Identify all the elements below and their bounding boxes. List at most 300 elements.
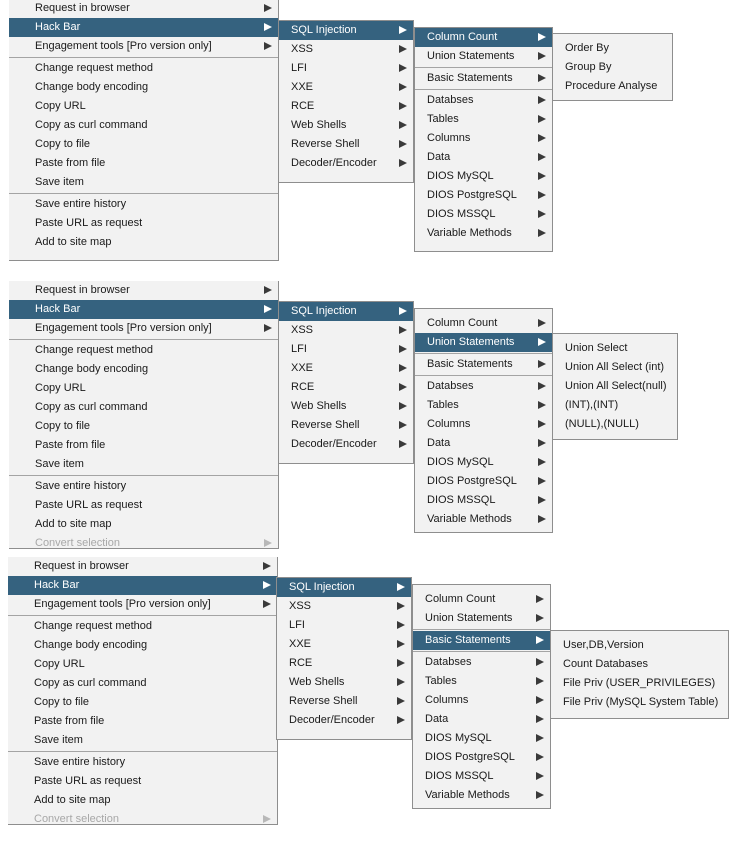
menu-item-label: Copy as curl command bbox=[35, 401, 148, 413]
submenu-arrow-icon bbox=[536, 696, 544, 704]
submenu-arrow-icon bbox=[538, 52, 546, 60]
submenu-arrow-icon bbox=[264, 305, 272, 313]
menu-item-label: Change request method bbox=[35, 344, 154, 356]
menu-item-copy-to-file[interactable] bbox=[8, 693, 277, 712]
menu-item-label: Tables bbox=[425, 675, 457, 687]
submenu-arrow-icon bbox=[538, 401, 546, 409]
submenu-arrow-icon bbox=[399, 121, 407, 129]
menu-item-column-count[interactable] bbox=[415, 28, 552, 47]
menu-item-label: Data bbox=[427, 437, 451, 449]
menu-item-label: DIOS PostgreSQL bbox=[427, 189, 517, 201]
menu-item-data[interactable] bbox=[415, 148, 552, 167]
menu-item-dios-mysql[interactable] bbox=[415, 453, 552, 472]
menu-item-file-priv-user-privileges[interactable] bbox=[551, 674, 728, 693]
menu-item-engagement-tools[interactable] bbox=[9, 319, 278, 338]
menu-item-label: Basic Statements bbox=[427, 72, 513, 84]
menu-item-sql-injection[interactable] bbox=[277, 578, 411, 597]
menu-item-label: Paste from file bbox=[34, 715, 105, 727]
submenu-arrow-icon bbox=[538, 33, 546, 41]
submenu-arrow-icon bbox=[538, 115, 546, 123]
menu-item-paste-from-file[interactable] bbox=[8, 712, 277, 731]
menu-item-dios-postgresql[interactable] bbox=[413, 748, 550, 767]
menu-item-label: Columns bbox=[425, 694, 469, 706]
menu-item-label: Save item bbox=[35, 176, 84, 188]
menu-item-label: Databses bbox=[427, 380, 474, 392]
menu-item-label: Add to site map bbox=[35, 236, 112, 248]
menu-item-xss[interactable] bbox=[279, 321, 413, 340]
menu-item-label: SQL Injection bbox=[291, 24, 357, 36]
menu-item-copy-to-file[interactable] bbox=[9, 417, 278, 436]
menu-item-rce[interactable] bbox=[277, 654, 411, 673]
menu-item-basic-statements[interactable] bbox=[413, 631, 550, 650]
menu-item-decoder-encoder[interactable] bbox=[279, 435, 413, 454]
submenu-arrow-icon bbox=[397, 621, 405, 629]
menu-item-rce[interactable] bbox=[279, 97, 413, 116]
menu-item-label: Add to site map bbox=[35, 518, 112, 530]
submenu-arrow-icon bbox=[397, 716, 405, 724]
submenu-arrow-icon bbox=[538, 439, 546, 447]
menu-item-data[interactable] bbox=[413, 710, 550, 729]
menu-item-column-count[interactable] bbox=[415, 314, 552, 333]
menu-item-copy-url[interactable] bbox=[9, 379, 278, 398]
submenu-arrow-icon bbox=[399, 421, 407, 429]
menu-item-label: (INT),(INT) bbox=[565, 399, 619, 411]
menu-item-label: Web Shells bbox=[291, 119, 347, 131]
main-context-menu bbox=[9, 281, 279, 549]
main-context-menu bbox=[9, 0, 279, 261]
menu-item-tables[interactable] bbox=[415, 110, 552, 129]
submenu-arrow-icon bbox=[538, 74, 546, 82]
menu-item-label: Paste URL as request bbox=[35, 217, 143, 229]
submenu-arrow-icon bbox=[399, 159, 407, 167]
menu-item-xxe[interactable] bbox=[279, 78, 413, 97]
menu-item-columns[interactable] bbox=[415, 129, 552, 148]
menu-item-sql-injection[interactable] bbox=[279, 302, 413, 321]
menu-item-label: SQL Injection bbox=[289, 581, 355, 593]
menu-item-sql-injection[interactable] bbox=[279, 21, 413, 40]
menu-item-label: Change body encoding bbox=[34, 639, 148, 651]
submenu-arrow-icon bbox=[264, 42, 272, 50]
submenu-arrow-icon bbox=[538, 210, 546, 218]
menu-item-lfi[interactable] bbox=[279, 340, 413, 359]
menu-item-databses[interactable] bbox=[415, 377, 552, 396]
menu-item-count-databases[interactable] bbox=[551, 655, 728, 674]
menu-item-label: LFI bbox=[289, 619, 305, 631]
submenu-arrow-icon bbox=[399, 45, 407, 53]
menu-item-union-all-select-int[interactable] bbox=[553, 358, 677, 377]
menu-item-change-request-method[interactable] bbox=[8, 617, 277, 636]
menu-item-label: LFI bbox=[291, 343, 307, 355]
menu-item-label: XSS bbox=[289, 600, 312, 612]
menu-item-label: Tables bbox=[427, 113, 459, 125]
menu-item-hack-bar[interactable] bbox=[8, 576, 277, 595]
menu-item-label: Save item bbox=[35, 458, 84, 470]
submenu-arrow-icon bbox=[399, 402, 407, 410]
menu-item-save-item[interactable] bbox=[8, 731, 277, 750]
menu-item-data[interactable] bbox=[415, 434, 552, 453]
menu-item-file-priv-mysql-system-table[interactable] bbox=[551, 693, 728, 712]
menu-item-engagement-tools[interactable] bbox=[9, 37, 278, 56]
menu-item-column-count[interactable] bbox=[413, 590, 550, 609]
menu-item-label: Decoder/Encoder bbox=[291, 157, 377, 169]
menu-item-dios-mssql[interactable] bbox=[413, 767, 550, 786]
menu-item-label: Basic Statements bbox=[427, 358, 513, 370]
menu-item-request-in-browser[interactable] bbox=[8, 557, 277, 576]
menu-item-copy-to-file[interactable] bbox=[9, 135, 278, 154]
menu-item-label: File Priv (MySQL System Table) bbox=[563, 696, 719, 708]
submenu-arrow-icon bbox=[399, 345, 407, 353]
menu-item-change-body-encoding[interactable] bbox=[9, 360, 278, 379]
menu-item-label: (NULL),(NULL) bbox=[565, 418, 639, 430]
menu-item-label: Web Shells bbox=[289, 676, 345, 688]
menu-item-engagement-tools[interactable] bbox=[8, 595, 277, 614]
menu-item-label: Convert selection bbox=[34, 813, 119, 825]
menu-item-dios-mysql[interactable] bbox=[413, 729, 550, 748]
menu-item-paste-from-file[interactable] bbox=[9, 154, 278, 173]
basic-statements-submenu bbox=[550, 630, 729, 719]
menu-item-variable-methods[interactable] bbox=[413, 786, 550, 805]
menu-item-order-by[interactable] bbox=[553, 39, 672, 58]
menu-item-databses[interactable] bbox=[415, 91, 552, 110]
menu-item-change-body-encoding[interactable] bbox=[8, 636, 277, 655]
menu-item-null-null[interactable] bbox=[553, 415, 677, 434]
menu-item-label: XXE bbox=[289, 638, 312, 650]
menu-item-reverse-shell[interactable] bbox=[279, 416, 413, 435]
menu-item-add-to-site-map[interactable] bbox=[8, 791, 277, 810]
menu-item-label: Reverse Shell bbox=[291, 419, 360, 431]
menu-item-label: Add to site map bbox=[34, 794, 111, 806]
submenu-arrow-icon bbox=[538, 134, 546, 142]
menu-item-request-in-browser[interactable] bbox=[9, 0, 278, 18]
menu-item-save-item[interactable] bbox=[9, 173, 278, 192]
menu-item-label: XSS bbox=[291, 43, 314, 55]
menu-item-union-all-select-null[interactable] bbox=[553, 377, 677, 396]
menu-item-label: Change body encoding bbox=[35, 81, 149, 93]
menu-item-dios-postgresql[interactable] bbox=[415, 472, 552, 491]
menu-item-label: XXE bbox=[291, 81, 314, 93]
menu-item-paste-url-as-request[interactable] bbox=[8, 772, 277, 791]
menu-item-label: DIOS MSSQL bbox=[425, 770, 494, 782]
submenu-arrow-icon bbox=[538, 153, 546, 161]
menu-item-label: SQL Injection bbox=[291, 305, 357, 317]
submenu-arrow-icon bbox=[538, 360, 546, 368]
menu-item-label: Union Statements bbox=[427, 50, 515, 62]
submenu-arrow-icon bbox=[399, 364, 407, 372]
menu-item-label: Column Count bbox=[427, 317, 498, 329]
submenu-arrow-icon bbox=[538, 458, 546, 466]
menu-item-label: Variable Methods bbox=[425, 789, 510, 801]
menu-item-label: XSS bbox=[291, 324, 314, 336]
menu-item-label: Decoder/Encoder bbox=[291, 438, 377, 450]
menu-item-change-body-encoding[interactable] bbox=[9, 78, 278, 97]
menu-item-paste-from-file[interactable] bbox=[9, 436, 278, 455]
submenu-arrow-icon bbox=[264, 286, 272, 294]
menu-separator bbox=[9, 193, 278, 194]
submenu-arrow-icon bbox=[399, 383, 407, 391]
menu-item-label: Save item bbox=[34, 734, 83, 746]
menu-item-label: Union All Select(null) bbox=[565, 380, 667, 392]
menu-item-label: Hack Bar bbox=[35, 21, 81, 33]
main-context-menu bbox=[8, 557, 278, 825]
menu-item-copy-as-curl[interactable] bbox=[9, 116, 278, 135]
menu-item-copy-url[interactable] bbox=[8, 655, 277, 674]
menu-item-label: RCE bbox=[289, 657, 313, 669]
menu-item-union-statements[interactable] bbox=[415, 333, 552, 352]
menu-item-tables[interactable] bbox=[413, 672, 550, 691]
menu-item-label: Hack Bar bbox=[34, 579, 80, 591]
submenu-arrow-icon bbox=[397, 640, 405, 648]
menu-item-copy-as-curl[interactable] bbox=[9, 398, 278, 417]
submenu-arrow-icon bbox=[399, 102, 407, 110]
menu-item-label: Data bbox=[425, 713, 449, 725]
menu-item-label: LFI bbox=[291, 62, 307, 74]
menu-item-decoder-encoder[interactable] bbox=[277, 711, 411, 730]
submenu-arrow-icon bbox=[538, 191, 546, 199]
menu-item-label: Variable Methods bbox=[427, 227, 512, 239]
menu-item-decoder-encoder[interactable] bbox=[279, 154, 413, 173]
menu-item-label: Engagement tools [Pro version only] bbox=[34, 598, 211, 610]
hack-bar-submenu bbox=[276, 577, 412, 740]
menu-item-label: Paste from file bbox=[35, 439, 106, 451]
submenu-arrow-icon bbox=[263, 815, 271, 823]
menu-item-save-entire-history[interactable] bbox=[8, 753, 277, 772]
submenu-arrow-icon bbox=[397, 602, 405, 610]
menu-item-web-shells[interactable] bbox=[279, 116, 413, 135]
menu-item-variable-methods[interactable] bbox=[415, 510, 552, 529]
menu-item-columns[interactable] bbox=[415, 415, 552, 434]
submenu-arrow-icon bbox=[538, 515, 546, 523]
submenu-arrow-icon bbox=[536, 658, 544, 666]
submenu-arrow-icon bbox=[399, 440, 407, 448]
menu-item-save-entire-history[interactable] bbox=[9, 195, 278, 214]
menu-item-web-shells[interactable] bbox=[277, 673, 411, 692]
menu-item-label: Databses bbox=[425, 656, 472, 668]
menu-item-label: Copy URL bbox=[35, 382, 86, 394]
menu-item-label: Union Statements bbox=[425, 612, 513, 624]
menu-item-basic-statements[interactable] bbox=[415, 69, 552, 88]
menu-item-xss[interactable] bbox=[279, 40, 413, 59]
submenu-arrow-icon bbox=[538, 96, 546, 104]
menu-item-label: Engagement tools [Pro version only] bbox=[35, 40, 212, 52]
menu-item-label: Hack Bar bbox=[35, 303, 81, 315]
menu-item-copy-url[interactable] bbox=[9, 97, 278, 116]
menu-item-label: Save entire history bbox=[34, 756, 126, 768]
menu-item-label: Data bbox=[427, 151, 451, 163]
menu-item-user-db-version[interactable] bbox=[551, 636, 728, 655]
menu-item-label: Save entire history bbox=[35, 480, 127, 492]
submenu-arrow-icon bbox=[397, 583, 405, 591]
menu-item-label: Save entire history bbox=[35, 198, 127, 210]
column-count-submenu bbox=[552, 33, 673, 101]
menu-item-label: User,DB,Version bbox=[563, 639, 644, 651]
menu-item-dios-mssql[interactable] bbox=[415, 205, 552, 224]
submenu-arrow-icon bbox=[397, 659, 405, 667]
menu-item-label: Reverse Shell bbox=[291, 138, 360, 150]
menu-item-label: Columns bbox=[427, 132, 471, 144]
hack-bar-submenu bbox=[278, 20, 414, 183]
submenu-arrow-icon bbox=[536, 595, 544, 603]
menu-separator bbox=[413, 629, 550, 630]
menu-item-label: Web Shells bbox=[291, 400, 347, 412]
submenu-arrow-icon bbox=[399, 26, 407, 34]
menu-item-paste-url-as-request[interactable] bbox=[9, 214, 278, 233]
submenu-arrow-icon bbox=[538, 496, 546, 504]
submenu-arrow-icon bbox=[538, 477, 546, 485]
submenu-arrow-icon bbox=[263, 562, 271, 570]
menu-item-paste-url-as-request[interactable] bbox=[9, 496, 278, 515]
menu-item-convert-selection[interactable] bbox=[9, 534, 278, 549]
menu-item-label: Convert selection bbox=[35, 537, 120, 549]
submenu-arrow-icon bbox=[536, 715, 544, 723]
submenu-arrow-icon bbox=[536, 614, 544, 622]
menu-item-lfi[interactable] bbox=[279, 59, 413, 78]
menu-item-columns[interactable] bbox=[413, 691, 550, 710]
menu-item-label: DIOS MySQL bbox=[425, 732, 492, 744]
menu-separator bbox=[9, 339, 278, 340]
menu-item-rce[interactable] bbox=[279, 378, 413, 397]
menu-item-label: Copy to file bbox=[35, 420, 91, 432]
menu-item-save-entire-history[interactable] bbox=[9, 477, 278, 496]
menu-item-label: Change request method bbox=[34, 620, 153, 632]
menu-item-label: Order By bbox=[565, 42, 610, 54]
submenu-arrow-icon bbox=[399, 64, 407, 72]
menu-item-label: Decoder/Encoder bbox=[289, 714, 375, 726]
menu-item-label: Engagement tools [Pro version only] bbox=[35, 322, 212, 334]
submenu-arrow-icon bbox=[264, 4, 272, 12]
menu-item-label: RCE bbox=[291, 100, 315, 112]
submenu-arrow-icon bbox=[399, 326, 407, 334]
menu-item-label: Column Count bbox=[425, 593, 496, 605]
menu-item-change-request-method[interactable] bbox=[9, 59, 278, 78]
menu-item-label: DIOS PostgreSQL bbox=[427, 475, 517, 487]
submenu-arrow-icon bbox=[538, 319, 546, 327]
menu-item-label: File Priv (USER_PRIVILEGES) bbox=[563, 677, 716, 689]
menu-item-label: RCE bbox=[291, 381, 315, 393]
hack-bar-submenu bbox=[278, 301, 414, 464]
menu-item-label: Paste URL as request bbox=[35, 499, 143, 511]
menu-item-label: Databses bbox=[427, 94, 474, 106]
submenu-arrow-icon bbox=[264, 324, 272, 332]
menu-item-label: Change request method bbox=[35, 62, 154, 74]
menu-item-union-statements[interactable] bbox=[413, 609, 550, 628]
submenu-arrow-icon bbox=[538, 382, 546, 390]
menu-item-basic-statements[interactable] bbox=[415, 355, 552, 374]
menu-item-label: DIOS MySQL bbox=[427, 456, 494, 468]
sql-injection-submenu bbox=[414, 308, 553, 533]
menu-item-xss[interactable] bbox=[277, 597, 411, 616]
menu-item-label: DIOS MSSQL bbox=[427, 208, 496, 220]
submenu-arrow-icon bbox=[397, 697, 405, 705]
menu-item-save-item[interactable] bbox=[9, 455, 278, 474]
menu-item-label: Union All Select (int) bbox=[565, 361, 665, 373]
menu-item-dios-postgresql[interactable] bbox=[415, 186, 552, 205]
union-statements-submenu bbox=[552, 333, 678, 440]
menu-item-label: Copy as curl command bbox=[35, 119, 148, 131]
menu-separator bbox=[9, 475, 278, 476]
menu-item-label: Copy URL bbox=[35, 100, 86, 112]
menu-item-label: Group By bbox=[565, 61, 612, 73]
menu-item-label: Copy as curl command bbox=[34, 677, 147, 689]
submenu-arrow-icon bbox=[399, 83, 407, 91]
submenu-arrow-icon bbox=[536, 772, 544, 780]
menu-item-label: Request in browser bbox=[35, 284, 130, 296]
menu-item-label: Variable Methods bbox=[427, 513, 512, 525]
menu-item-label: Request in browser bbox=[35, 2, 130, 14]
menu-item-label: Procedure Analyse bbox=[565, 80, 658, 92]
menu-item-change-request-method[interactable] bbox=[9, 341, 278, 360]
menu-item-hack-bar[interactable] bbox=[9, 18, 278, 37]
submenu-arrow-icon bbox=[264, 539, 272, 547]
menu-item-convert-selection[interactable] bbox=[8, 810, 277, 825]
menu-separator bbox=[9, 57, 278, 58]
menu-item-label: DIOS MySQL bbox=[427, 170, 494, 182]
menu-item-dios-mysql[interactable] bbox=[415, 167, 552, 186]
submenu-arrow-icon bbox=[538, 338, 546, 346]
menu-item-hack-bar[interactable] bbox=[9, 300, 278, 319]
menu-item-copy-as-curl[interactable] bbox=[8, 674, 277, 693]
menu-item-group-by[interactable] bbox=[553, 58, 672, 77]
menu-item-label: Column Count bbox=[427, 31, 498, 43]
menu-item-label: Copy to file bbox=[35, 138, 91, 150]
menu-item-reverse-shell[interactable] bbox=[279, 135, 413, 154]
submenu-arrow-icon bbox=[536, 734, 544, 742]
menu-separator bbox=[8, 751, 277, 752]
sql-injection-submenu bbox=[414, 27, 553, 252]
menu-item-label: Columns bbox=[427, 418, 471, 430]
submenu-arrow-icon bbox=[536, 753, 544, 761]
menu-item-union-select[interactable] bbox=[553, 339, 677, 358]
menu-separator bbox=[415, 89, 552, 90]
menu-item-label: Copy URL bbox=[34, 658, 85, 670]
submenu-arrow-icon bbox=[536, 677, 544, 685]
menu-item-label: Copy to file bbox=[34, 696, 90, 708]
sql-injection-submenu bbox=[412, 584, 551, 809]
submenu-arrow-icon bbox=[399, 140, 407, 148]
menu-item-label: Union Statements bbox=[427, 336, 515, 348]
menu-item-add-to-site-map[interactable] bbox=[9, 233, 278, 252]
menu-item-tables[interactable] bbox=[415, 396, 552, 415]
menu-separator bbox=[415, 67, 552, 68]
menu-item-label: XXE bbox=[291, 362, 314, 374]
menu-item-label: Union Select bbox=[565, 342, 628, 354]
menu-separator bbox=[415, 353, 552, 354]
menu-item-dios-mssql[interactable] bbox=[415, 491, 552, 510]
menu-item-union-statements[interactable] bbox=[415, 47, 552, 66]
submenu-arrow-icon bbox=[397, 678, 405, 686]
menu-item-procedure-analyse[interactable] bbox=[553, 77, 672, 96]
menu-separator bbox=[415, 375, 552, 376]
submenu-arrow-icon bbox=[538, 420, 546, 428]
submenu-arrow-icon bbox=[399, 307, 407, 315]
menu-item-variable-methods[interactable] bbox=[415, 224, 552, 243]
menu-item-request-in-browser[interactable] bbox=[9, 281, 278, 300]
submenu-arrow-icon bbox=[263, 581, 271, 589]
menu-item-label: Paste from file bbox=[35, 157, 106, 169]
menu-item-databses[interactable] bbox=[413, 653, 550, 672]
menu-item-label: Count Databases bbox=[563, 658, 648, 670]
menu-item-label: Reverse Shell bbox=[289, 695, 358, 707]
menu-item-add-to-site-map[interactable] bbox=[9, 515, 278, 534]
menu-item-int-int[interactable] bbox=[553, 396, 677, 415]
menu-item-reverse-shell[interactable] bbox=[277, 692, 411, 711]
menu-item-lfi[interactable] bbox=[277, 616, 411, 635]
submenu-arrow-icon bbox=[538, 229, 546, 237]
menu-item-label: Basic Statements bbox=[425, 634, 511, 646]
menu-item-label: DIOS MSSQL bbox=[427, 494, 496, 506]
menu-item-web-shells[interactable] bbox=[279, 397, 413, 416]
menu-item-xxe[interactable] bbox=[277, 635, 411, 654]
menu-item-xxe[interactable] bbox=[279, 359, 413, 378]
